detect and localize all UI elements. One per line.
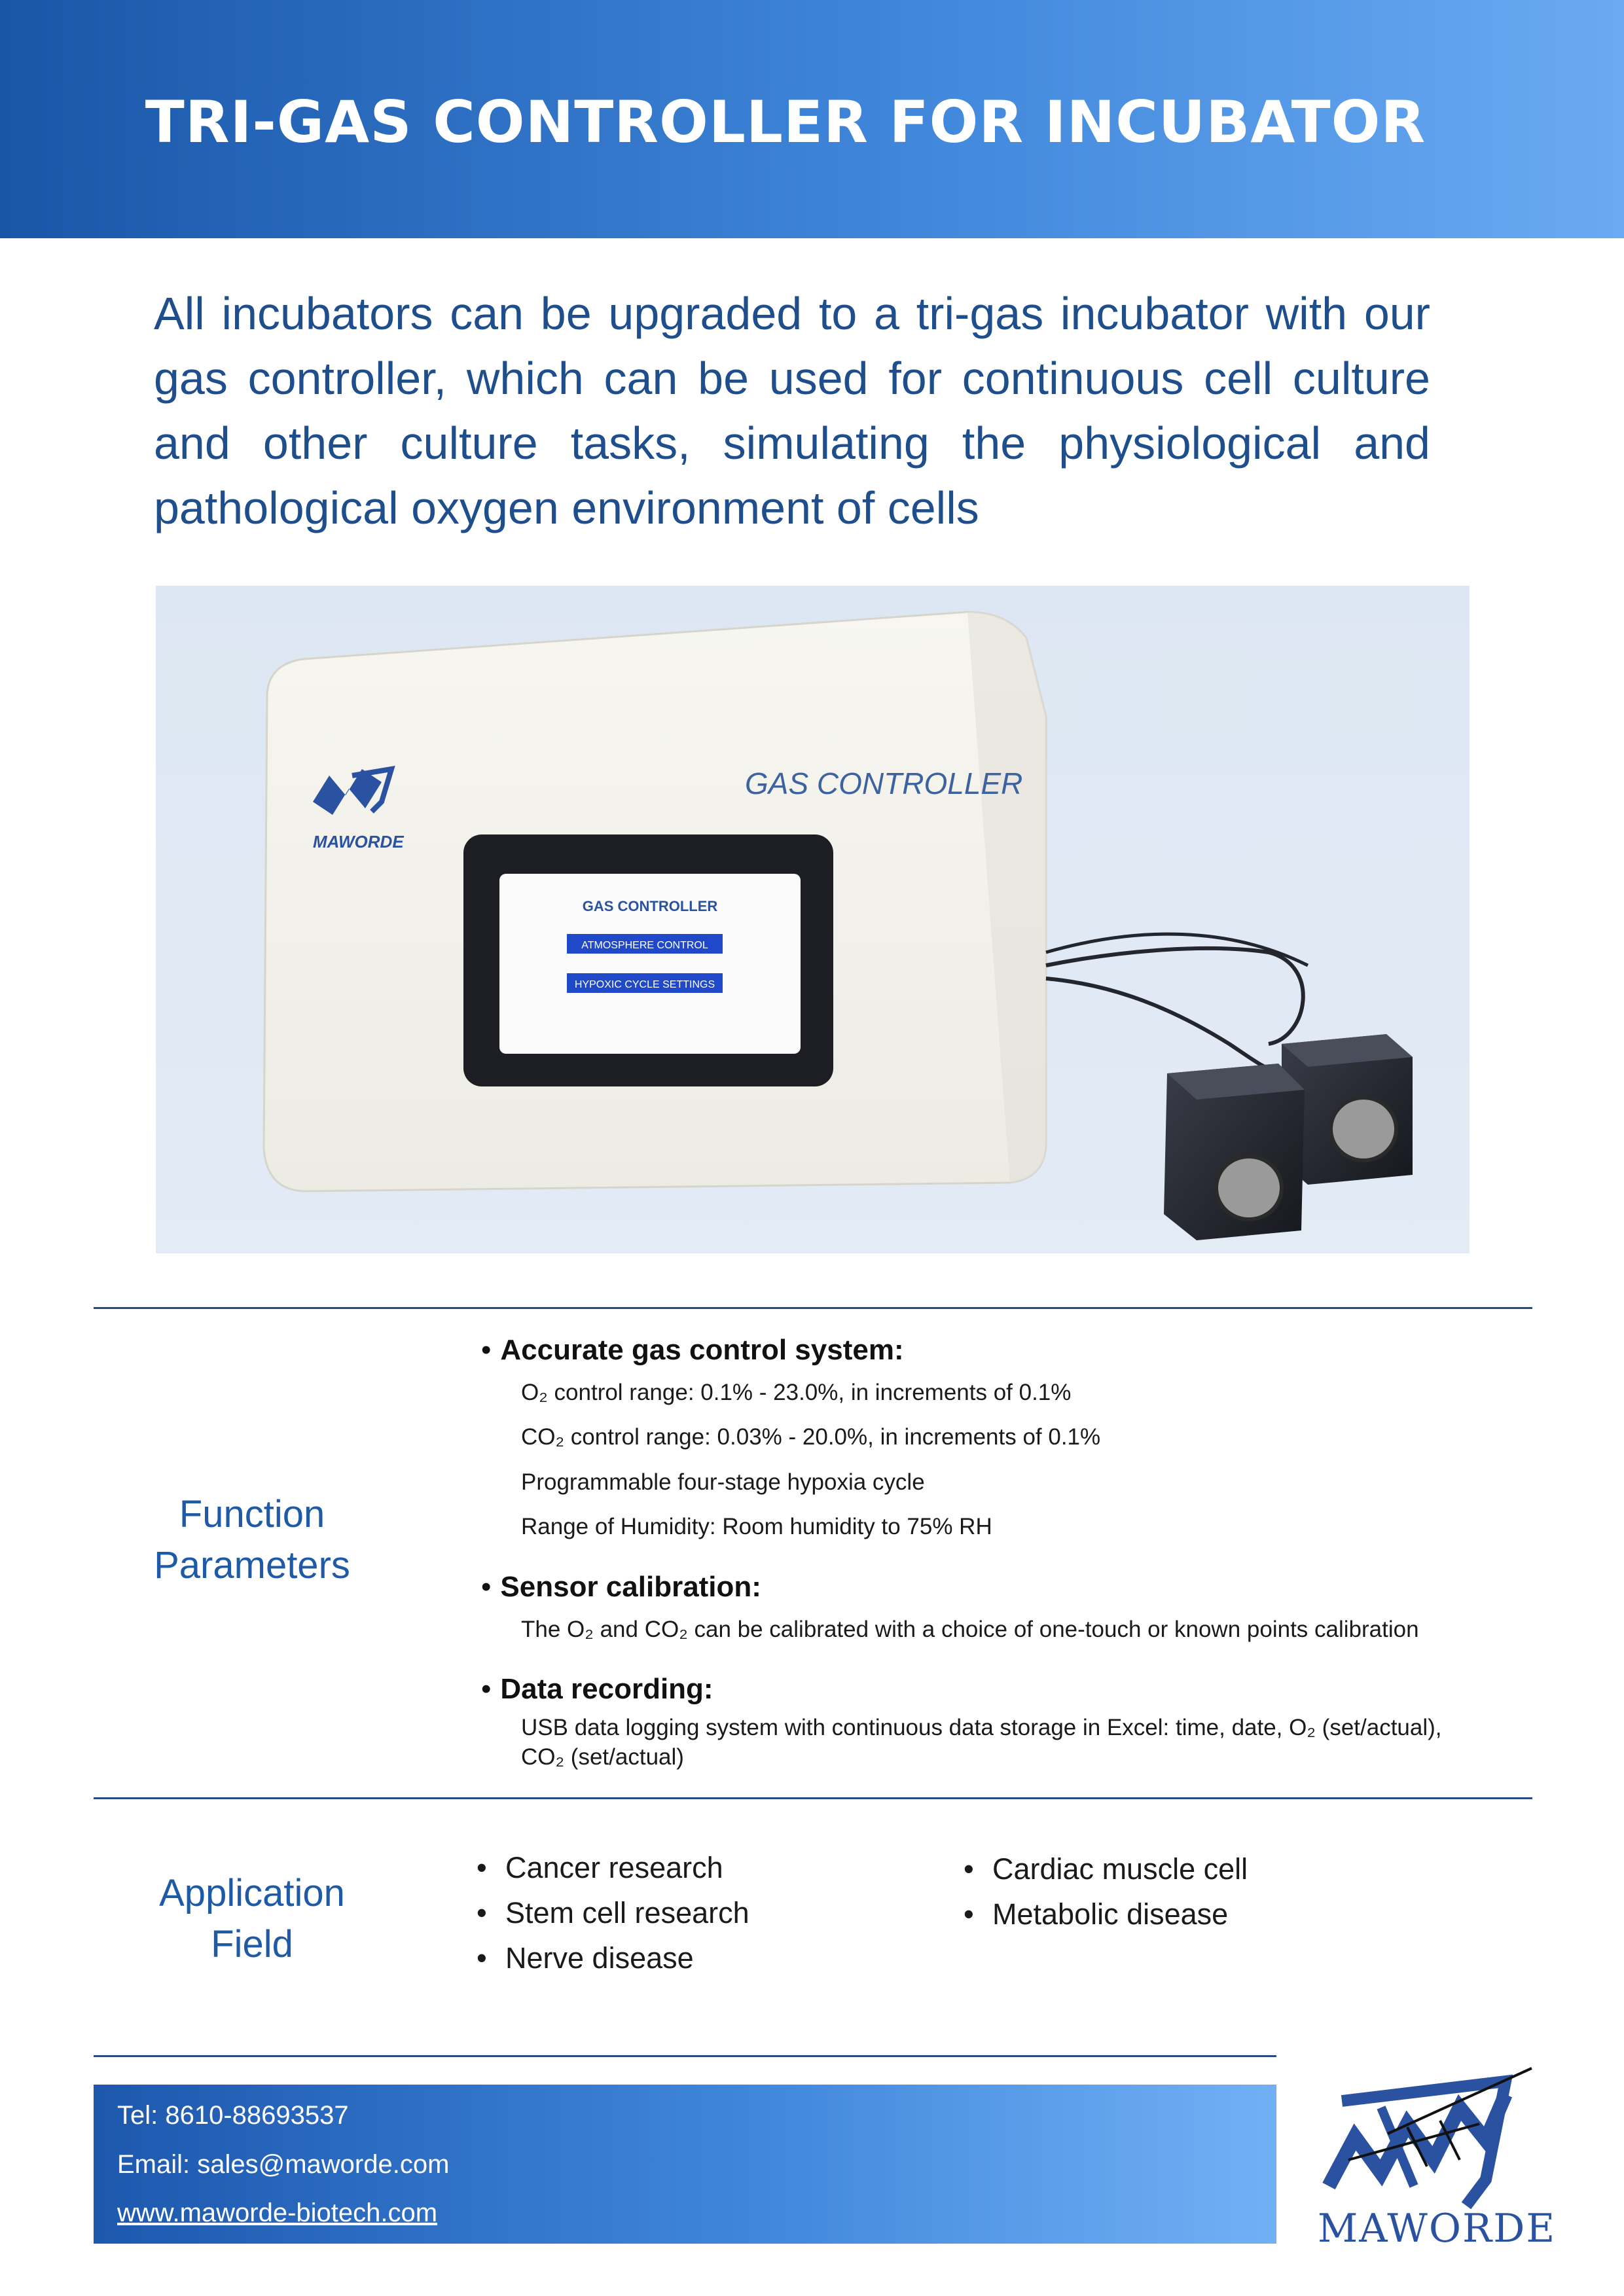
product-photo	[156, 586, 1470, 1253]
footer-email[interactable]: Email: sales@maworde.com	[117, 2150, 450, 2179]
application-item: • Cancer research	[477, 1851, 723, 1884]
application-item: • Cardiac muscle cell	[964, 1852, 1248, 1886]
contact-footer	[94, 2085, 1276, 2244]
page-title: TRI-GAS CONTROLLER FOR INCUBATOR	[145, 88, 1426, 156]
group-sensor-calibration-heading: • Sensor calibration:	[481, 1571, 761, 1603]
application-label-line2: Field	[211, 1923, 293, 1965]
group-gas-control-heading: • Accurate gas control system:	[481, 1334, 904, 1366]
data-recording-line1: USB data logging system with continuous data storage in Excel: time, date, O₂ (set/actual),	[521, 1715, 1442, 1740]
screen-button-hypoxic: HYPOXIC CYCLE SETTINGS	[574, 979, 715, 990]
divider-middle	[94, 1797, 1532, 1799]
screen-button-atmosphere: ATMOSPHERE CONTROL	[581, 940, 708, 951]
co2-control-range: CO₂ control range: 0.03% - 20.0%, in increments of 0.1%	[521, 1424, 1101, 1450]
application-item: • Stem cell research	[477, 1896, 749, 1929]
application-item: • Nerve disease	[477, 1941, 694, 1975]
footer-tel: Tel: 8610-88693537	[117, 2101, 349, 2130]
screen-title-text: GAS CONTROLLER	[582, 898, 718, 914]
data-recording-line2: CO₂ (set/actual)	[521, 1744, 684, 1770]
divider-top	[94, 1307, 1532, 1309]
function-label-line2: Parameters	[154, 1544, 350, 1587]
device-brand-text: MAWORDE	[313, 832, 404, 852]
header-banner	[0, 0, 1624, 238]
group-data-recording-heading: • Data recording:	[481, 1673, 713, 1705]
humidity-range: Range of Humidity: Room humidity to 75% RH	[521, 1514, 992, 1539]
application-item: • Metabolic disease	[964, 1897, 1229, 1931]
device-label-text: GAS CONTROLLER	[745, 766, 1023, 800]
footer-website-link[interactable]: www.maworde-biotech.com	[117, 2198, 438, 2227]
application-label-line1: Application	[159, 1872, 345, 1914]
divider-bottom	[94, 2055, 1276, 2057]
application-field-label	[131, 1868, 373, 1970]
function-parameters-label	[131, 1489, 373, 1591]
hypoxia-cycle: Programmable four-stage hypoxia cycle	[521, 1469, 925, 1495]
intro-paragraph: All incubators can be upgraded to a tri-gas incubator with our gas controller, which can be used for continuous cell culture and other culture tasks, simulating the physiological and pathological oxygen environment of cells	[154, 288, 1430, 533]
maworde-logo-text: MAWORDE	[1317, 2206, 1557, 2251]
function-label-line1: Function	[179, 1493, 325, 1535]
sensor-cube-front	[1164, 1064, 1305, 1240]
sensor-calibration-text: The O₂ and CO₂ can be calibrated with a choice of one-touch or known points calibration	[521, 1617, 1419, 1642]
o2-control-range: O₂ control range: 0.1% - 23.0%, in increments of 0.1%	[521, 1380, 1072, 1405]
